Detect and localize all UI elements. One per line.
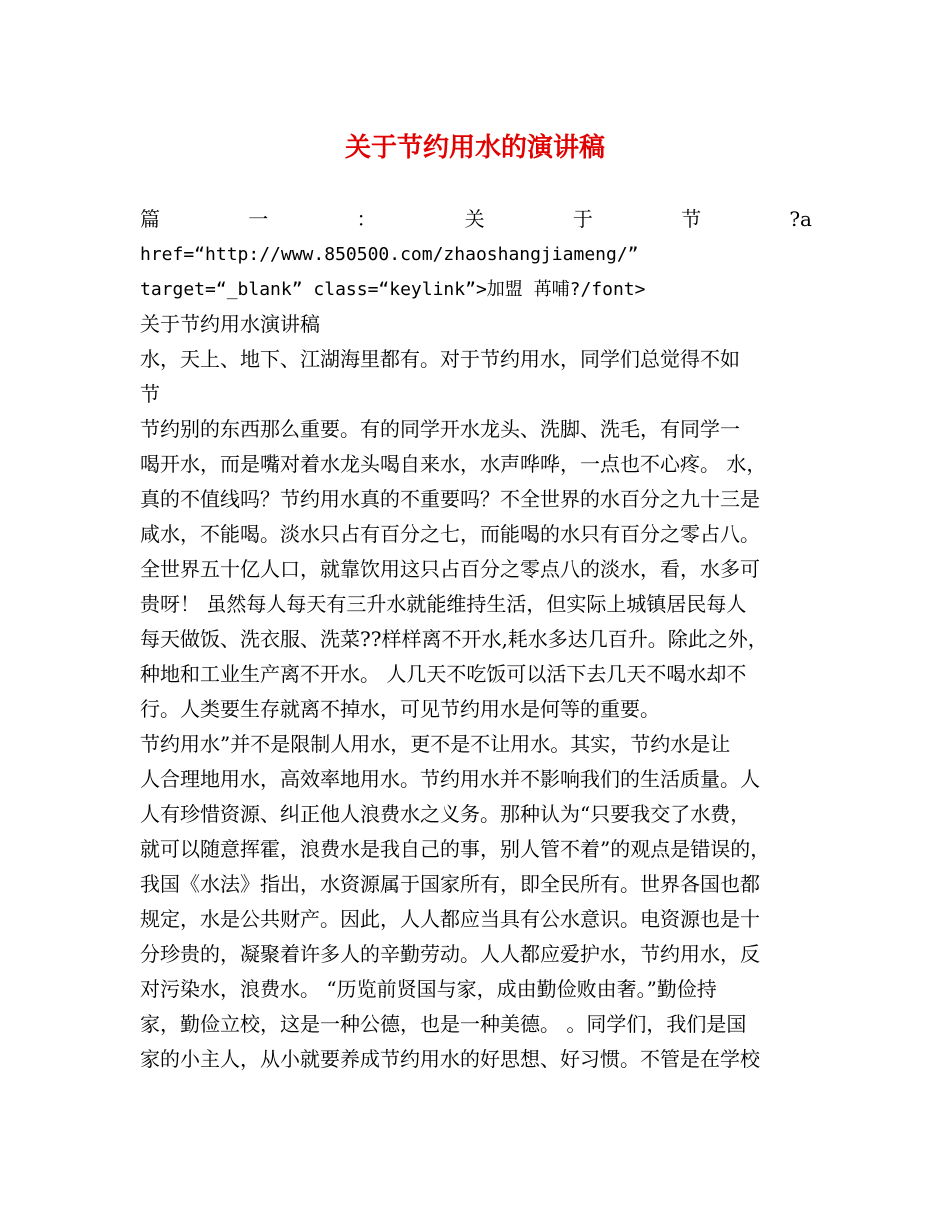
text-line: 种地和工业生产离不开水。 人几天不吃饭可以活下去几天不喝水却不 [140,662,747,686]
text-line: 对污染水，浪费水。 “历览前贤国与家，成由勤俭败由奢。”勤俭持 [140,977,717,1001]
heading-char: ： [356,207,377,231]
document-title: 关于节约用水的演讲稿 [344,133,605,163]
text-line: 行。人类要生存就离不掉水，可见节约用水是何等的重要。 [140,697,660,721]
text-line: 节约用水”并不是限制人用水，更不是不让用水。其实，节约水是让 [140,732,731,756]
text-line: 规定，水是公共财产。因此，人人都应当具有公水意识。电资源也是十 [140,907,760,931]
heading-line [140,202,812,237]
text-line: 每天做饭、洗衣服、洗菜??样样离不开水,耗水多达几百升。除此之外， [140,627,768,651]
text-line: 就可以随意挥霍，浪费水是我自己的事，别人管不着”的观点是错误的， [140,837,771,861]
text-line: 咸水，不能喝。淡水只占有百分之七，而能喝的水只有百分之零占八。 [140,522,760,546]
heading-char: 节 [681,207,702,231]
text-line: href=“http://www.850500.com/zhaoshangjiameng/” [140,244,639,265]
text-line: 水，天上、地下、江湖海里都有。对于节约用水，同学们总觉得不如 [140,347,740,371]
heading-char: 关 [464,207,485,231]
text-line: 真的不值线吗？节约用水真的不重要吗？不全世界的水百分之九十三是 [140,487,760,511]
text-line: 人合理地用水，高效率地用水。节约用水并不影响我们的生活质量。人 [140,767,760,791]
text-line: 家的小主人，从小就要养成节约用水的好思想、好习惯。不管是在学校 [140,1047,760,1071]
text-line: 我国《水法》指出，水资源属于国家所有，即全民所有。世界各国也都 [140,872,760,896]
heading-char: 一 [248,207,269,231]
heading-char: 篇 [140,207,160,231]
text-line: 节约别的东西那么重要。有的同学开水龙头、洗脚、洗毛，有同学一 [140,417,740,441]
text-line: 全世界五十亿人口，就靠饮用这只占百分之零点八的淡水，看，水多可 [140,557,760,581]
text-line: 喝开水，而是嘴对着水龙头喝自来水，水声哗哗，一点也不心疼。 水， [140,452,767,476]
text-line: 家，勤俭立校，这是一种公德，也是一种美德。 。同学们，我们是国 [140,1012,747,1036]
text-line: 分珍贵的，凝聚着许多人的辛勤劳动。人人都应爱护水，节约用水，反 [140,942,760,966]
heading-char: ?a [789,207,812,231]
text-line: target=“_blank” class=“keylink”>加盟 苒哺?/font> [140,279,646,300]
document-body [140,202,812,1077]
text-line: 关于节约用水演讲稿 [140,312,320,336]
text-line: 节 [140,382,160,406]
text-line: 贵呀！ 虽然每人每天有三升水就能维持生活，但实际上城镇居民每人 [140,592,747,616]
text-line: 人有珍惜资源、纠正他人浪费水之义务。那种认为“只要我交了水费， [140,802,751,826]
heading-char: 于 [572,207,593,231]
